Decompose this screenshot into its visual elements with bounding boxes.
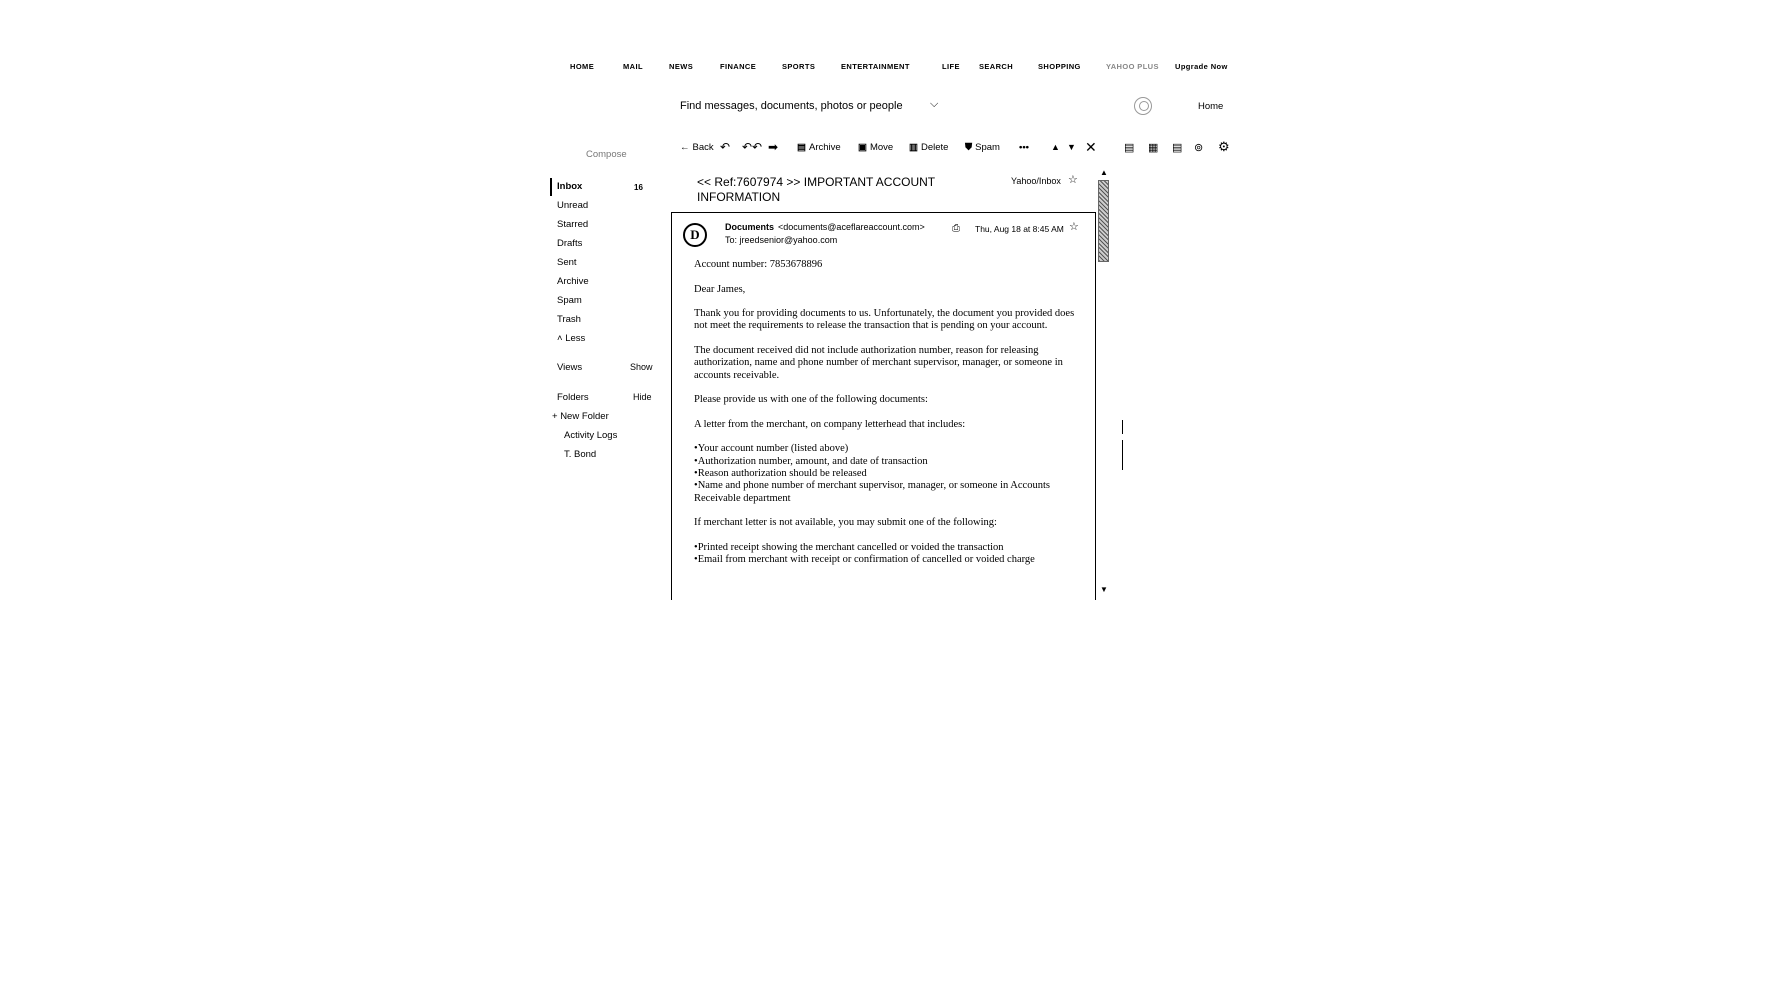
- nav-search[interactable]: SEARCH: [979, 62, 1014, 71]
- requirements-list: [694, 443, 1086, 504]
- folders-hide-toggle[interactable]: Hide: [633, 392, 652, 402]
- sidebar-item-archive[interactable]: Archive: [557, 276, 589, 287]
- star-icon[interactable]: ☆: [1068, 174, 1078, 186]
- forward-icon[interactable]: ➡: [768, 140, 779, 154]
- trash-icon: ▥: [909, 142, 918, 153]
- sidebar-item-starred[interactable]: Starred: [557, 219, 589, 230]
- print-icon[interactable]: ⎙: [952, 223, 960, 234]
- folders-heading: Folders: [557, 392, 589, 403]
- contact-card-icon[interactable]: ▤: [1124, 142, 1135, 154]
- more-options-button[interactable]: •••: [1019, 142, 1029, 153]
- nav-news[interactable]: NEWS: [669, 62, 694, 71]
- compose-button[interactable]: Compose: [586, 149, 627, 160]
- sidebar-item-trash[interactable]: Trash: [557, 314, 581, 325]
- sender-email[interactable]: <documents@aceflareaccount.com>: [778, 222, 925, 232]
- previous-message-icon[interactable]: ▲: [1051, 142, 1060, 152]
- avatar[interactable]: [1134, 97, 1152, 115]
- message-body: [694, 259, 1086, 579]
- account-number-line: Account number: 7853678896: [694, 259, 823, 270]
- list-item: • Reason authorization should be released: [694, 468, 1086, 480]
- back-button[interactable]: ← Back: [680, 142, 714, 153]
- nav-shopping[interactable]: SHOPPING: [1038, 62, 1081, 71]
- calendar-icon[interactable]: ▦: [1148, 142, 1159, 154]
- sidebar-item-unread[interactable]: Unread: [557, 200, 589, 211]
- message-date: Thu, Aug 18 at 8:45 AM: [975, 224, 1064, 234]
- home-link[interactable]: Home: [1198, 101, 1224, 112]
- scroll-down-arrow[interactable]: ▼: [1100, 585, 1108, 594]
- nav-entertainment[interactable]: ENTERTAINMENT: [841, 62, 910, 71]
- list-item: • Printed receipt showing the merchant cancelled or voided the transaction: [694, 542, 1086, 554]
- list-item: • Name and phone number of merchant supervisor, manager, or someone in Accounts Receivable department: [694, 480, 1086, 505]
- scrollbar-thumb[interactable]: [1098, 180, 1109, 262]
- active-indicator: [550, 178, 552, 196]
- inbox-count-badge: 16: [634, 183, 643, 192]
- nav-life[interactable]: LIFE: [942, 62, 960, 71]
- move-button[interactable]: ▣ Move: [858, 142, 894, 153]
- star-icon[interactable]: ☆: [1069, 221, 1079, 233]
- sidebar-item-sent[interactable]: Sent: [557, 257, 577, 268]
- body-paragraph: The document received did not include authorization number, reason for releasing authorization, name and phone number of merchant supervisor, manager, or someone in accounts receivable.: [694, 345, 1063, 381]
- nav-home[interactable]: HOME: [570, 62, 595, 71]
- sidebar-item-spam[interactable]: Spam: [557, 295, 582, 306]
- top-nav: [560, 62, 1240, 76]
- views-show-toggle[interactable]: Show: [630, 362, 653, 372]
- folder-activity-logs[interactable]: Activity Logs: [564, 430, 618, 441]
- nav-finance[interactable]: FINANCE: [720, 62, 757, 71]
- spam-button[interactable]: ⛊ Spam: [965, 142, 1000, 153]
- list-item: • Your account number (listed above): [694, 443, 1086, 455]
- reply-icon[interactable]: ↶: [720, 140, 731, 154]
- body-paragraph: If merchant letter is not available, you may submit one of the following:: [694, 517, 997, 529]
- reply-all-icon[interactable]: ↶↶: [742, 140, 763, 154]
- sidebar: [550, 178, 660, 478]
- sender-line: [725, 222, 925, 232]
- archive-icon: ▤: [797, 142, 806, 153]
- arrow-left-icon: ←: [680, 142, 690, 153]
- greeting: Dear James,: [694, 283, 746, 295]
- delete-button[interactable]: ▥ Delete: [909, 142, 949, 153]
- plus-icon: +: [552, 411, 561, 422]
- views-heading: Views: [557, 362, 583, 373]
- body-paragraph: Thank you for providing documents to us. Unfortunately, the document you provided does not meet the requirements to release the transaction that is pending on your account.: [694, 308, 1075, 332]
- scroll-up-arrow[interactable]: ▲: [1100, 168, 1108, 177]
- scan-mark: [1122, 440, 1123, 470]
- recipient-line: To: jreedsenior@yahoo.com: [725, 235, 838, 245]
- chevron-down-icon[interactable]: ⌵: [930, 98, 939, 110]
- archive-button[interactable]: ▤ Archive: [797, 142, 841, 153]
- chevron-up-icon: ˄: [557, 333, 566, 344]
- list-item: • Email from merchant with receipt or confirmation of cancelled or voided charge: [694, 554, 1086, 566]
- body-paragraph: A letter from the merchant, on company letterhead that includes:: [694, 418, 966, 430]
- close-icon[interactable]: ✕: [1085, 139, 1097, 155]
- upgrade-now-link[interactable]: Upgrade Now: [1175, 62, 1228, 71]
- sidebar-item-less[interactable]: ˄ Less: [557, 333, 586, 344]
- search-input[interactable]: Find messages, documents, photos or people: [680, 100, 903, 112]
- scan-mark: [1122, 420, 1123, 434]
- sender-logo-icon: D: [683, 223, 707, 247]
- sidebar-item-drafts[interactable]: Drafts: [557, 238, 583, 249]
- folder-move-icon: ▣: [858, 142, 867, 153]
- body-paragraph: Please provide us with one of the following documents:: [694, 394, 928, 406]
- shield-icon: ⛊: [965, 142, 973, 153]
- sender-name[interactable]: Documents: [725, 222, 775, 232]
- nav-yahoo-plus[interactable]: YAHOO PLUS: [1106, 62, 1159, 71]
- nav-sports[interactable]: SPORTS: [782, 62, 816, 71]
- sidebar-item-inbox[interactable]: Inbox: [557, 181, 583, 192]
- folder-t-bond[interactable]: T. Bond: [564, 449, 597, 460]
- notepad-icon[interactable]: ▤: [1172, 142, 1183, 154]
- new-folder-button[interactable]: + New Folder: [552, 411, 609, 422]
- alternatives-list: [694, 542, 1086, 567]
- message-location[interactable]: Yahoo/Inbox: [1011, 176, 1061, 186]
- gear-icon[interactable]: ⚙: [1218, 139, 1230, 154]
- message-pane: [671, 212, 1096, 600]
- help-icon[interactable]: ⊚: [1194, 142, 1204, 154]
- nav-mail[interactable]: MAIL: [623, 62, 643, 71]
- list-item: • Authorization number, amount, and date of transaction: [694, 456, 1086, 468]
- next-message-icon[interactable]: ▼: [1067, 142, 1076, 152]
- message-toolbar: [680, 139, 1240, 160]
- message-subject: << Ref:7607974 >> IMPORTANT ACCOUNT INFORMATION: [697, 175, 936, 204]
